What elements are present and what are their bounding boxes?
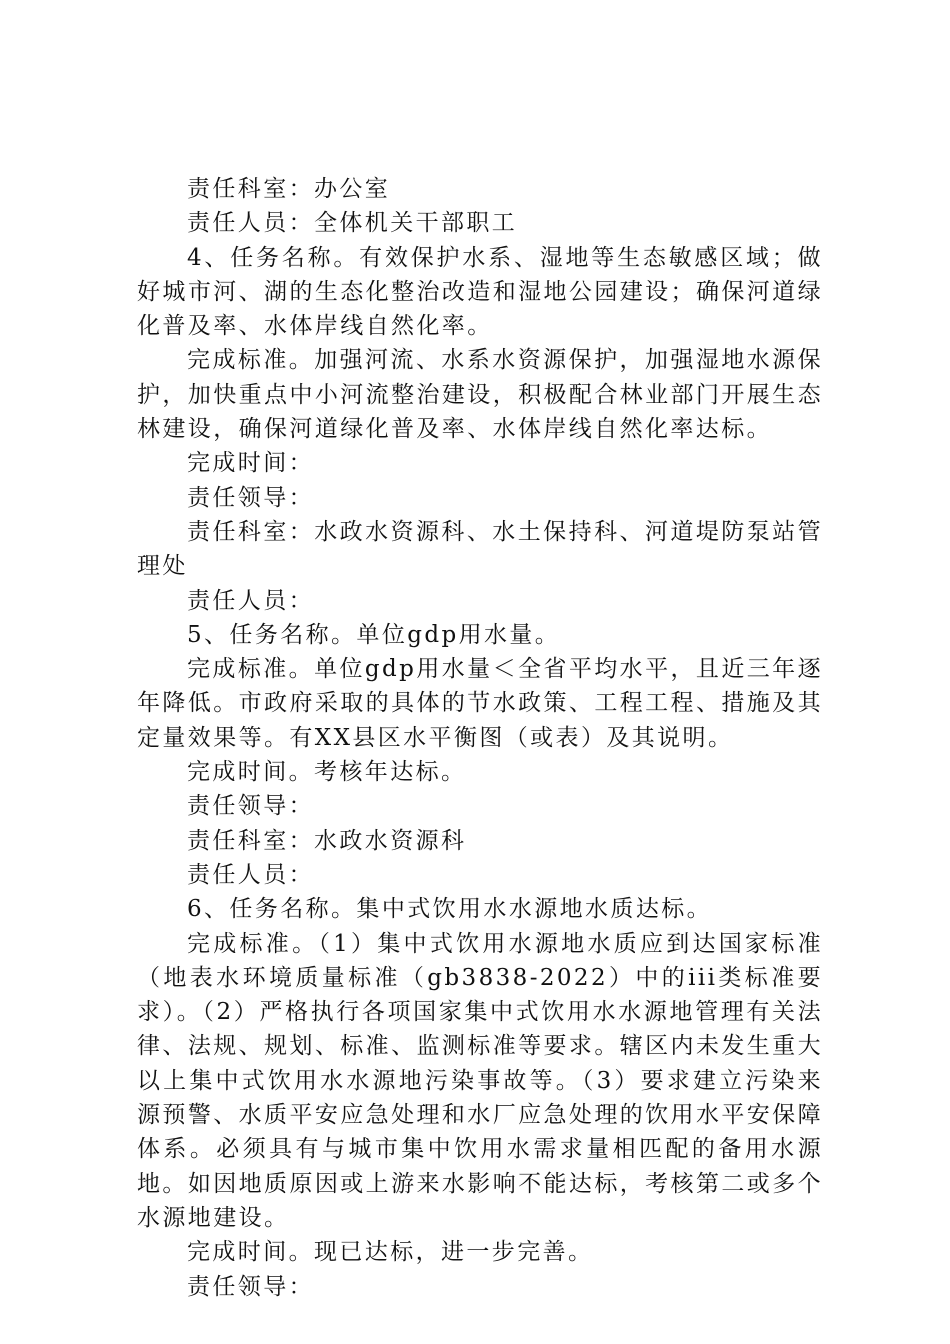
- paragraph-task-4-office: 责任科室：水政水资源科、水土保持科、河道堤防泵站管理处: [137, 518, 823, 580]
- paragraph-task-5-office: 责任科室：水政水资源科: [187, 827, 467, 854]
- paragraph-personnel: 责任人员：全体机关干部职工: [187, 210, 518, 237]
- paragraph-office: 责任科室：办公室: [187, 176, 391, 202]
- paragraph-task-6-leader: 责任领导：: [187, 1273, 314, 1300]
- paragraph-task-4-standard: 完成标准。加强河流、水系水资源保护，加强湿地水源保护，加快重点中小河流整治建设，积极配合林业部门开展生态林建设，确保河道绿化普及率、水体岸线自然化率达标。: [137, 347, 823, 443]
- paragraph-task-5-name: 5、任务名称。单位gdp用水量。: [187, 621, 561, 648]
- paragraph-task-6-name: 6、任务名称。集中式饮用水水源地水质达标。: [187, 896, 713, 923]
- paragraph-task-5-time: 完成时间。考核年达标。: [187, 759, 467, 786]
- paragraph-task-4-name: 4、任务名称。有效保护水系、湿地等生态敏感区域；做好城市河、湖的生态化整治改造和湿地公园建设；确保河道绿化普及率、水体岸线自然化率。: [137, 244, 823, 340]
- paragraph-task-4-time: 完成时间：: [187, 450, 314, 477]
- paragraph-task-4-personnel: 责任人员：: [187, 587, 314, 614]
- paragraph-task-5-standard: 完成标准。单位gdp用水量＜全省平均水平，且近三年逐年降低。市政府采取的具体的节水政策、工程工程、措施及其定量效果等。有XX县区水平衡图（或表）及其说明。: [137, 656, 823, 751]
- paragraph-task-5-personnel: 责任人员：: [187, 861, 314, 888]
- paragraph-task-6-time: 完成时间。现已达标，进一步完善。: [187, 1239, 594, 1266]
- paragraph-task-4-leader: 责任领导：: [187, 484, 314, 511]
- paragraph-task-5-leader: 责任领导：: [187, 793, 314, 820]
- document-body: [137, 172, 823, 1304]
- paragraph-task-6-standard: 完成标准。（1）集中式饮用水源地水质应到达国家标准（地表水环境质量标准（gb3838-2022）中的iii类标准要求）。（2）严格执行各项国家集中式饮用水水源地管理有关法律、法规、规划、标准、监测标准等要求。辖区内未发生重大以上集中式饮用水水源地污染事故等。（3）要求建立污染来源预警、水质平安应急处理和水厂应急处理的饮用水平安保障体系。必须具有与城市集中饮用水需求量相匹配的备用水源地。如因地质原因或上游来水影响不能达标，考核第二或多个水源地建设。: [137, 930, 823, 1231]
